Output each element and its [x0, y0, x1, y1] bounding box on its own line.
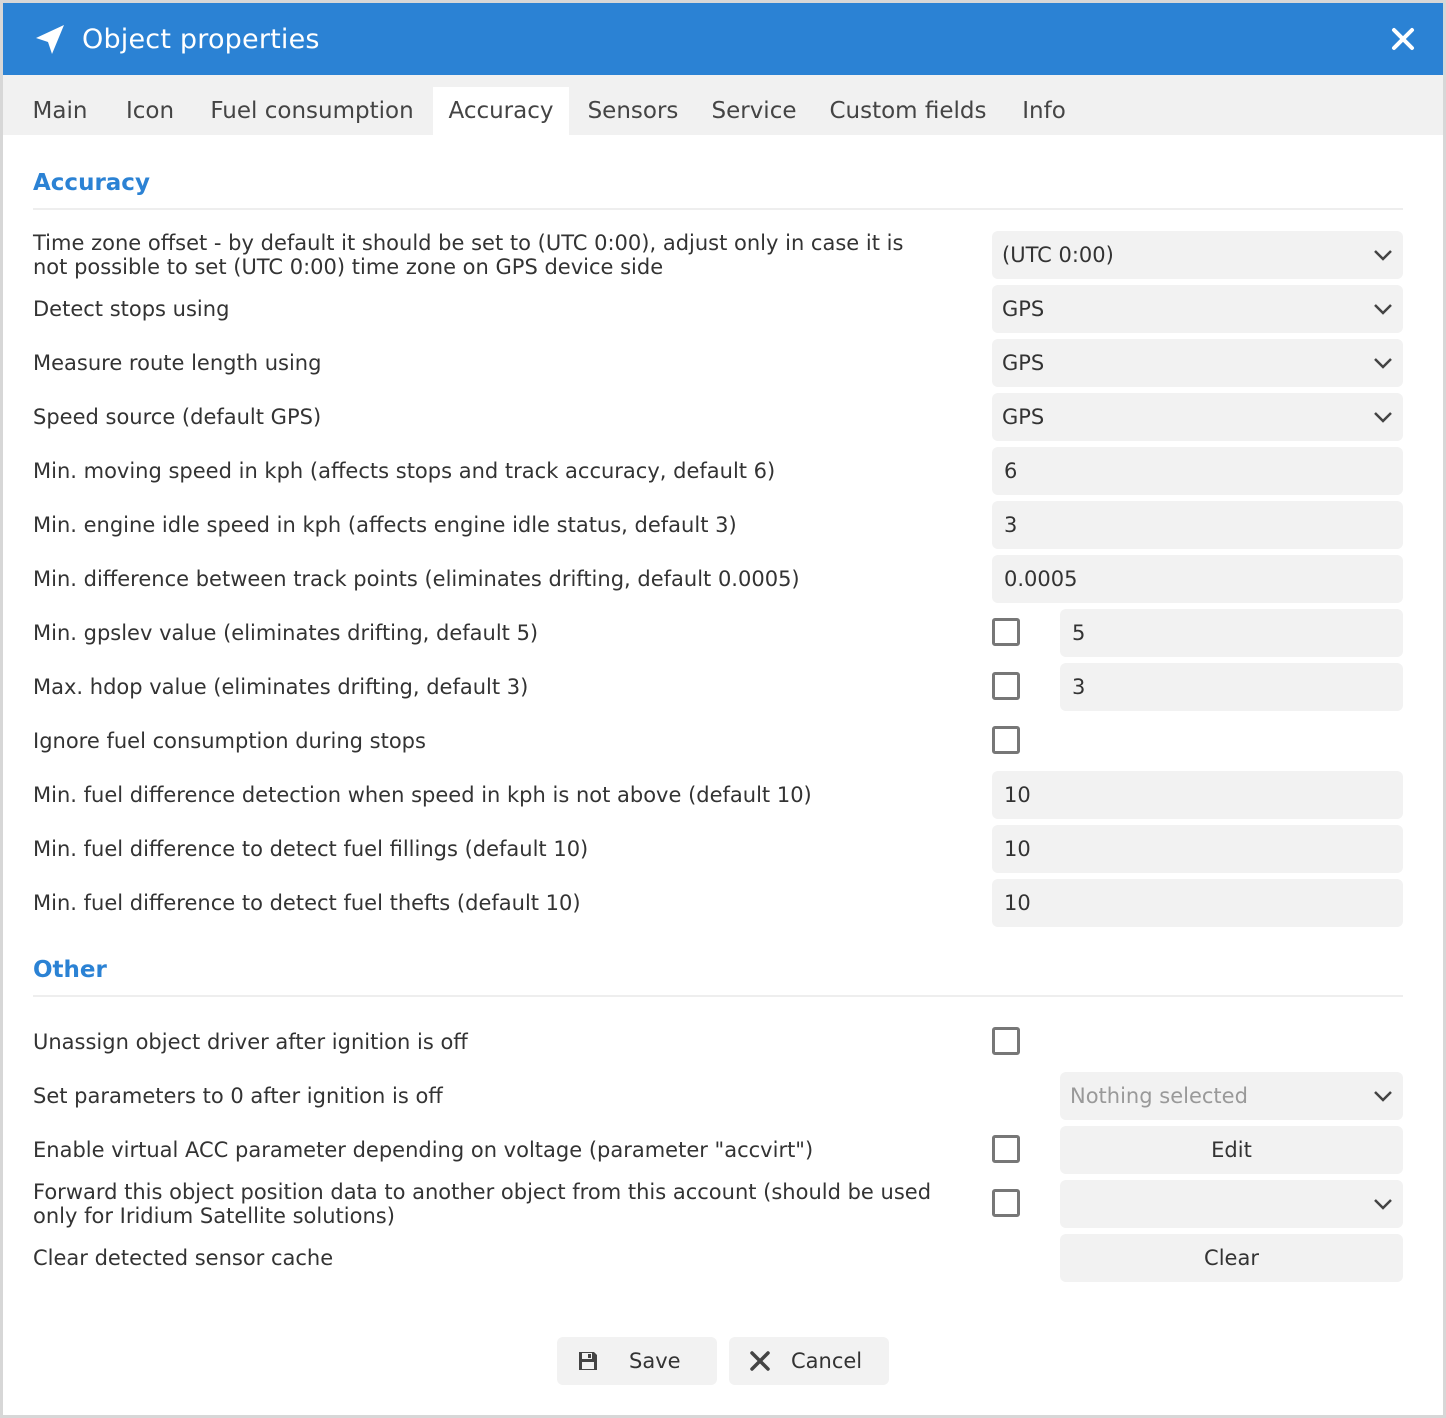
route-length-select[interactable] — [992, 339, 1403, 387]
timezone-value: (UTC 0:00) — [1002, 243, 1114, 267]
min-diff-points-label: Min. difference between track points (eliminates drifting, default 0.0005) — [33, 567, 800, 591]
close-icon[interactable] — [1389, 25, 1417, 53]
max-hdop-input[interactable]: 3 — [1060, 663, 1403, 711]
tab-custom-fields[interactable]: Custom fields — [829, 98, 987, 124]
unassign-driver-checkbox[interactable] — [992, 1027, 1020, 1055]
chevron-down-icon — [1373, 353, 1393, 373]
max-hdop-checkbox[interactable] — [992, 672, 1020, 700]
fuel-diff-speed-input[interactable]: 10 — [992, 771, 1403, 819]
chevron-down-icon — [1373, 1086, 1393, 1106]
section-divider — [33, 208, 1403, 210]
chevron-down-icon — [1373, 1194, 1393, 1214]
tab-info[interactable]: Info — [1022, 98, 1066, 124]
speed-source-select[interactable] — [992, 393, 1403, 441]
title-bar — [3, 3, 1443, 75]
speed-source-label: Speed source (default GPS) — [33, 405, 322, 429]
set-params-zero-select[interactable] — [1060, 1072, 1403, 1120]
navigation-arrow-icon — [33, 23, 67, 57]
x-icon — [749, 1350, 771, 1372]
min-gpslev-label: Min. gpslev value (eliminates drifting, default 5) — [33, 621, 539, 645]
save-label: Save — [629, 1349, 681, 1373]
timezone-label: Time zone offset - by default it should be set to (UTC 0:00), adjust only in case it is not possible to set (UTC 0:00) time zone on GPS device side — [33, 231, 904, 279]
ignore-fuel-checkbox[interactable] — [992, 726, 1020, 754]
detect-stops-label: Detect stops using — [33, 297, 230, 321]
clear-cache-label: Clear detected sensor cache — [33, 1246, 334, 1270]
max-hdop-label: Max. hdop value (eliminates drifting, default 3) — [33, 675, 529, 699]
floppy-disk-icon — [577, 1350, 599, 1372]
section-divider — [33, 995, 1403, 997]
virtual-acc-checkbox[interactable] — [992, 1135, 1020, 1163]
detect-stops-value: GPS — [1002, 297, 1045, 321]
forward-data-label: Forward this object position data to another object from this account (should be used only for Iridium Satellite solutions) — [33, 1180, 932, 1228]
tab-sensors[interactable]: Sensors — [587, 98, 679, 124]
route-length-value: GPS — [1002, 351, 1045, 375]
speed-source-value: GPS — [1002, 405, 1045, 429]
min-gpslev-input[interactable]: 5 — [1060, 609, 1403, 657]
chevron-down-icon — [1373, 245, 1393, 265]
min-diff-points-input[interactable]: 0.0005 — [992, 555, 1403, 603]
set-params-zero-label: Set parameters to 0 after ignition is off — [33, 1084, 443, 1108]
fuel-fillings-input[interactable]: 10 — [992, 825, 1403, 873]
timezone-select[interactable] — [992, 231, 1403, 279]
tab-main[interactable]: Main — [32, 98, 88, 124]
set-params-zero-placeholder: Nothing selected — [1070, 1084, 1248, 1108]
fuel-thefts-input[interactable]: 10 — [992, 879, 1403, 927]
min-moving-speed-input[interactable]: 6 — [992, 447, 1403, 495]
min-idle-speed-input[interactable]: 3 — [992, 501, 1403, 549]
tab-bar — [3, 75, 1443, 135]
cancel-label: Cancel — [791, 1349, 863, 1373]
tab-accuracy[interactable]: Accuracy — [433, 87, 569, 135]
virtual-acc-edit-button[interactable]: Edit — [1060, 1126, 1403, 1174]
ignore-fuel-label: Ignore fuel consumption during stops — [33, 729, 426, 753]
section-title-accuracy: Accuracy — [33, 170, 150, 196]
route-length-label: Measure route length using — [33, 351, 322, 375]
dialog-title: Object properties — [82, 24, 320, 55]
clear-cache-button[interactable]: Clear — [1060, 1234, 1403, 1282]
tab-icon[interactable]: Icon — [125, 98, 175, 124]
min-idle-speed-label: Min. engine idle speed in kph (affects engine idle status, default 3) — [33, 513, 737, 537]
unassign-driver-label: Unassign object driver after ignition is off — [33, 1030, 468, 1054]
detect-stops-select[interactable] — [992, 285, 1403, 333]
forward-data-select[interactable] — [1060, 1180, 1403, 1228]
tab-fuel-consumption[interactable]: Fuel consumption — [210, 98, 414, 124]
chevron-down-icon — [1373, 407, 1393, 427]
fuel-diff-speed-label: Min. fuel difference detection when speed in kph is not above (default 10) — [33, 783, 812, 807]
chevron-down-icon — [1373, 299, 1393, 319]
save-button[interactable] — [557, 1337, 717, 1385]
min-gpslev-checkbox[interactable] — [992, 618, 1020, 646]
forward-data-checkbox[interactable] — [992, 1189, 1020, 1217]
fuel-thefts-label: Min. fuel difference to detect fuel thefts (default 10) — [33, 891, 581, 915]
min-moving-speed-label: Min. moving speed in kph (affects stops and track accuracy, default 6) — [33, 459, 776, 483]
virtual-acc-label: Enable virtual ACC parameter depending on voltage (parameter "accvirt") — [33, 1138, 814, 1162]
fuel-fillings-label: Min. fuel difference to detect fuel fillings (default 10) — [33, 837, 589, 861]
section-title-other: Other — [33, 957, 107, 983]
tab-service[interactable]: Service — [711, 98, 797, 124]
cancel-button[interactable] — [729, 1337, 889, 1385]
